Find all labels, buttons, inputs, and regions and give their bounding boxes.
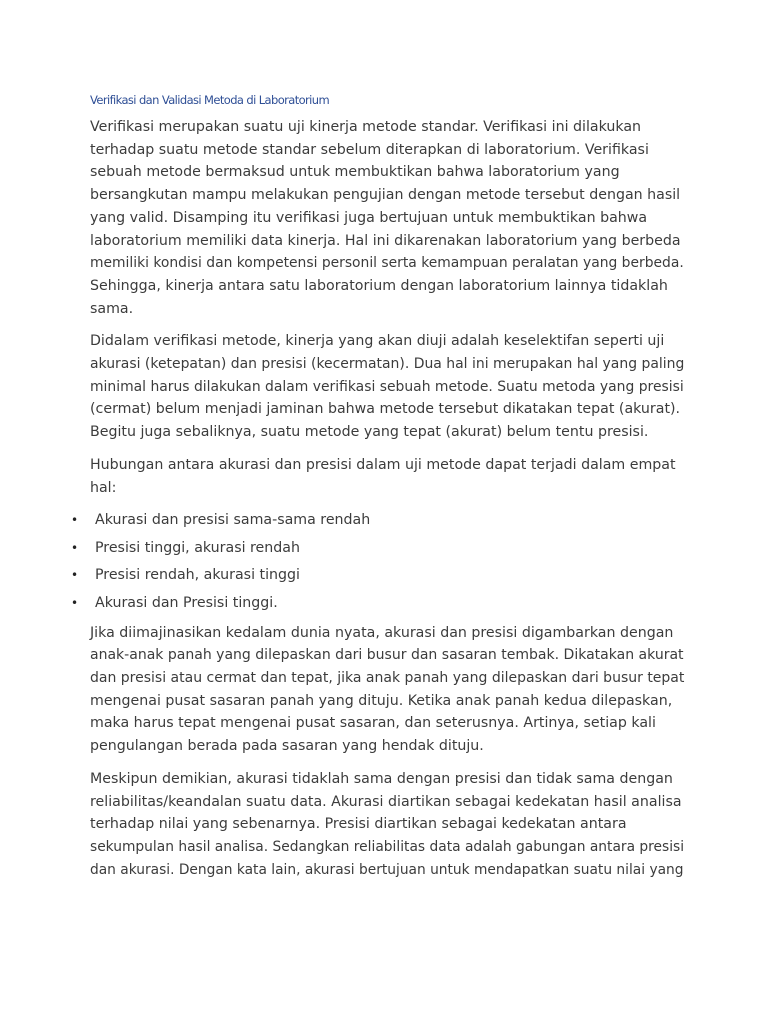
text-line: bersangkutan mampu melakukan pengujian dengan metode tersebut dengan hasil xyxy=(90,187,681,204)
text-line: terhadap nilai yang sebenarnya. Presisi diartikan sebagai kedekatan antara xyxy=(90,816,627,833)
paragraph-hubungan xyxy=(90,454,690,499)
text-line: minimal harus dilakukan dalam verifikasi sebuah metode. Suatu metoda yang presisi xyxy=(90,378,684,395)
bullet-icon: • xyxy=(71,513,79,528)
text-line: Jika diimajinasikan kedalam dunia nyata, akurasi dan presisi digambarkan dengan xyxy=(90,624,674,641)
list-item xyxy=(71,562,690,590)
text-line: sebuah metode bermaksud untuk membuktikan bahwa laboratorium yang xyxy=(90,164,620,181)
text-line: Didalam verifikasi metode, kinerja yang akan diuji adalah keselektifan seperti uji xyxy=(90,333,665,350)
text-line: maka harus tepat mengenai pusat sasaran, dan seterusnya. Artinya, setiap kali xyxy=(90,715,656,732)
text-line: sama. xyxy=(90,300,134,317)
text-line: Hubungan antara akurasi dan presisi dalam uji metode dapat terjadi dalam empat xyxy=(90,456,676,473)
text-line: (cermat) belum menjadi jaminan bahwa metode tersebut dikatakan tepat (akurat). xyxy=(90,401,681,418)
paragraph-reliabilitas xyxy=(90,768,690,882)
list-item-text: Akurasi dan presisi sama-sama rendah xyxy=(95,512,371,529)
text-line: Meskipun demikian, akurasi tidaklah sama dengan presisi dan tidak sama dengan xyxy=(90,770,673,787)
text-line: pengulangan berada pada sasaran yang hendak dituju. xyxy=(90,738,484,755)
text-line: dan akurasi. Dengan kata lain, akurasi bertujuan untuk mendapatkan suatu nilai yang xyxy=(90,861,684,878)
bullet-icon: • xyxy=(71,568,79,583)
document-title: Verifikasi dan Validasi Metoda di Laboratorium xyxy=(90,93,330,107)
list-item xyxy=(71,507,690,535)
text-line: yang valid. Disamping itu verifikasi juga bertujuan untuk membuktikan bahwa xyxy=(90,209,648,226)
list-item-text: Presisi rendah, akurasi tinggi xyxy=(95,567,300,584)
text-line: laboratorium memiliki data kinerja. Hal ini dikarenakan laboratorium yang berbeda xyxy=(90,232,681,249)
list-item xyxy=(71,590,690,618)
document-body xyxy=(71,116,690,881)
paragraph-kinerja xyxy=(90,330,690,444)
list-item xyxy=(71,535,690,563)
text-line: dan presisi atau cermat dan tepat, jika anak panah yang dilepaskan dari busur tepat xyxy=(90,670,685,687)
text-line: reliabilitas/keandalan suatu data. Akurasi diartikan sebagai kedekatan hasil analisa xyxy=(90,793,682,810)
text-line: terhadap suatu metode standar sebelum diterapkan di laboratorium. Verifikasi xyxy=(90,141,649,158)
text-line: Sehingga, kinerja antara satu laboratorium dengan laboratorium lainnya tidaklah xyxy=(90,277,668,294)
list-item-text: Presisi tinggi, akurasi rendah xyxy=(95,539,300,556)
text-line: Begitu juga sebaliknya, suatu metode yang tepat (akurat) belum tentu presisi. xyxy=(90,424,649,441)
text-line: anak-anak panah yang dilepaskan dari busur dan sasaran tembak. Dikatakan akurat xyxy=(90,647,684,664)
text-line: Verifikasi merupakan suatu uji kinerja metode standar. Verifikasi ini dilakukan xyxy=(90,119,642,135)
bullet-icon: • xyxy=(71,540,79,555)
paragraph-imajinasi xyxy=(90,622,690,758)
list-item-text: Akurasi dan Presisi tinggi. xyxy=(95,595,278,612)
text-line: akurasi (ketepatan) dan presisi (kecermatan). Dua hal ini merupakan hal yang paling xyxy=(90,356,685,373)
text-line: hal: xyxy=(90,479,117,496)
text-line: mengenai pusat sasaran panah yang dituju. Ketika anak panah kedua dilepaskan, xyxy=(90,692,673,709)
bullet-list xyxy=(71,507,690,617)
text-line: memiliki kondisi dan kompetensi personil serta kemampuan peralatan yang berbeda. xyxy=(90,255,684,272)
bullet-icon: • xyxy=(71,596,79,611)
text-line: sekumpulan hasil analisa. Sedangkan reliabilitas data adalah gabungan antara presisi xyxy=(90,838,685,855)
paragraph-verifikasi xyxy=(90,116,690,320)
